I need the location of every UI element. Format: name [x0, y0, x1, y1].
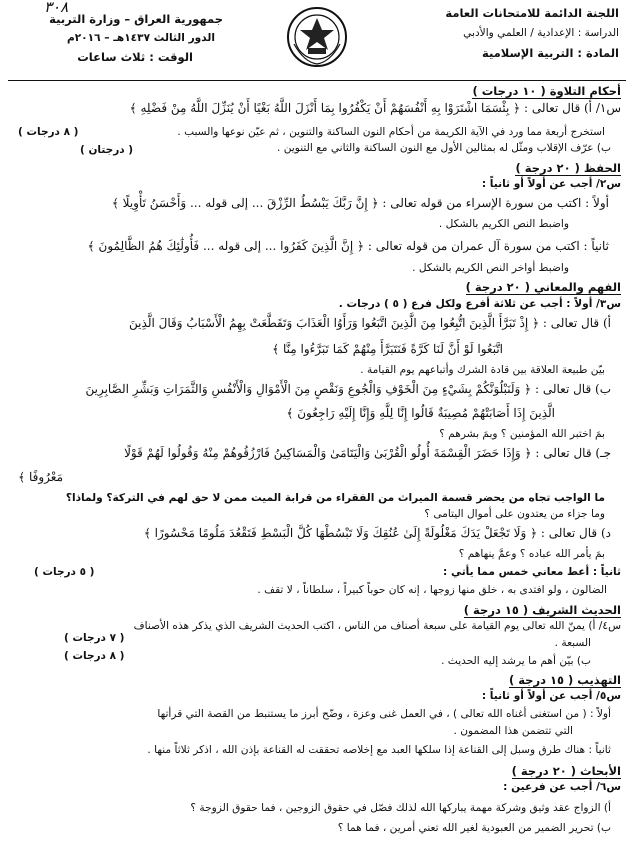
q3-b-verse-2: الَّذِينَ إِذَا أَصَابَتْهُمْ مُصِيبَةٌ قَالُوا إِنَّا لِلَّهِ وَإِنَّا إِلَيْهِ رَاجِعُونَ ﴾: [286, 406, 555, 420]
q3-d-question: بمَ يأمر الله عباده ؟ وعمَّ ينهاهم ؟: [458, 548, 605, 560]
q2-intro: س٢/ أجب عن أولاً أو ثانياً :: [481, 178, 621, 190]
q4-a-question: س٤/ أ) يمنّ الله تعالى يوم القيامة على سبعة أصناف من الناس ، اكتب الحديث الشريف الذي يذكر هذه الأصناف: [133, 620, 621, 632]
committee-title: اللجنة الدائمة للامتحانات العامة: [445, 6, 619, 20]
q3-intro: س٣/ أولاً : أجب عن ثلاثة أفرع ولكل فرع ( ٥ ) درجات .: [338, 298, 621, 310]
section-hadith-title: الحديث الشريف ( ١٥ درجة ): [463, 603, 621, 617]
country-title: جمهورية العراق – وزارة التربية: [49, 12, 223, 26]
q2-first-text: أولاً : اكتب من سورة الإسراء من قوله تعالى : ﴿ إِنَّ رَبَّكَ يَبْسُطُ الرِّزْقَ ... إلى قوله ... وَأَحْسَنُ تَأْوِيلًا ﴾: [111, 196, 609, 210]
ministry-emblem-icon: [284, 4, 350, 70]
q4-a-cont: السبعة .: [554, 637, 591, 649]
q3-second-marks: ( ٥ درجات ): [34, 566, 95, 578]
q1-a-instruction: استخرج أربعة مما ورد في الآية الكريمة من أحكام النون الساكنة والتنوين ، ثم عيّن نوعها والسبب .: [177, 126, 605, 138]
q6-a-question: أ) الزواج عقد وثيق وشركة مهمة يباركها الله لذلك فصّل في حقوق الزوجين ، فما حقوق الزوجة ؟: [190, 802, 611, 814]
study-line: الدراسة : الإعدادية / العلمي والأدبي: [463, 27, 619, 39]
q4-b-question: ب) بيّن أهم ما يرشد إليه الحديث .: [441, 655, 591, 667]
section-hifz-title: الحفظ ( ٢٠ درجة ): [515, 161, 621, 175]
q3-b-question: بمَ اختبر الله المؤمنين ؟ وبمَ بشرهم ؟: [439, 428, 605, 440]
handwritten-note: ٣٠٨: [44, 0, 69, 16]
q3-a-question: بيّن طبيعة العلاقة بين قادة الشرك وأتباعهم يوم القيامة .: [360, 364, 605, 376]
q3-b-verse-1: ب) قال تعالى : ﴿ وَلَنَبْلُوَنَّكُمْ بِشَيْءٍ مِنَ الْخَوْفِ وَالْجُوعِ وَنَقْصٍ مِنَ الْأَمْوَالِ وَالْأَنْفُسِ وَالثَّمَرَاتِ وَبَشِّرِ الصَّابِرِينَ: [85, 382, 611, 396]
q4-a-marks: ( ٧ درجات ): [64, 632, 125, 644]
q3-a-verse-1: أ) قال تعالى : ﴿ إِذْ تَبَرَّأَ الَّذِينَ اتُّبِعُوا مِنَ الَّذِينَ اتَّبَعُوا وَرَأَوُا الْعَذَابَ وَتَقَطَّعَتْ بِهِمُ الْأَسْبَابُ وَقَالَ الَّذِينَ: [129, 316, 611, 330]
section-fahm-title: الفهم والمعاني ( ٢٠ درجة ): [465, 280, 621, 294]
section-tilawa-title: أحكام التلاوة ( ١٠ درجات ): [472, 84, 621, 98]
q6-intro: س٦/ أجب عن فرعين :: [503, 781, 621, 793]
q3-c-verse-2: مَعْرُوفًا ﴾: [18, 470, 63, 484]
q5-first-text: أولاً : ( من استغنى أغناه الله تعالى ) ، في العمل غنى وعزة ، وضّح أبرز ما يستنبط من القصة التي قرأتها: [157, 708, 611, 720]
subject-line: المادة : التربية الإسلامية: [481, 46, 619, 60]
q1-b-question: ب) عرّف الإقلاب ومثّل له بمثالين الأول مع النون الساكنة والثاني مع التنوين .: [277, 142, 611, 154]
exam-time: الوقت : ثلاث ساعات: [77, 50, 193, 64]
section-tahdhib-title: التهذيب ( ١٥ درجة ): [508, 673, 621, 687]
q3-c-verse-1: جـ) قال تعالى : ﴿ وَإِذَا حَضَرَ الْقِسْمَةَ أُولُو الْقُرْبَىٰ وَالْيَتَامَىٰ وَالْمَسَاكِينُ فَارْزُقُوهُمْ مِنْهُ وَقُولُوا لَهُمْ قَوْلًا: [124, 446, 611, 460]
q1-b-marks: ( درجتان ): [80, 144, 134, 156]
q5-second-text: ثانياً : هناك طرق وسبل إلى القناعة إذا سلكها العبد مع إخلاصه تحققت له القناعة بإذن الله ، اذكر ثلاثاً منها .: [147, 744, 611, 756]
q3-second-words: الضالون ، ولو افتدى به ، خلق منها زوجها ، إنه كان حوباً كبيراً ، سلطاناً ، لا تقف .: [257, 584, 607, 596]
q4-b-marks: ( ٨ درجات ): [64, 650, 125, 662]
header-divider: [8, 80, 626, 81]
q5-first-cont: التي تتضمن هذا المضمون .: [453, 725, 573, 737]
exam-round: الدور الثالث ١٤٣٧هـ – ٢٠١٦م: [66, 32, 215, 44]
q3-c-question-1: ما الواجب تجاه من يحضر قسمة الميراث من الفقراء من قرابة الميت ممن لا حق لهم في التركة؟ ولماذا؟: [65, 492, 605, 504]
q2-second-text: ثانياً : اكتب من سورة آل عمران من قوله تعالى : ﴿ إِنَّ الَّذِينَ كَفَرُوا ... إلى قوله ... فَأُولَٰئِكَ هُمُ الظَّالِمُونَ ﴾: [87, 239, 609, 253]
q1-a-marks: ( ٨ درجات ): [18, 126, 79, 138]
q2-first-note: واضبط النص الكريم بالشكل .: [438, 218, 569, 230]
q1-a-verse: س١/ أ) قال تعالى : ﴿ بِئْسَمَا اشْتَرَوْا بِهِ أَنْفُسَهُمْ أَنْ يَكْفُرُوا بِمَا أَنْزَلَ اللَّهُ بَغْيًا أَنْ يُنَزِّلَ اللَّهُ مِنْ فَضْلِهِ ﴾: [129, 101, 621, 115]
q5-intro: س٥/ أجب عن أولاً أو ثانياً :: [481, 690, 621, 702]
q2-second-note: واضبط أواخر النص الكريم بالشكل .: [412, 262, 569, 274]
section-abhath-title: الأبحاث ( ٢٠ درجة ): [511, 764, 621, 778]
q3-d-verse: د) قال تعالى : ﴿ وَلَا تَجْعَلْ يَدَكَ مَغْلُولَةً إِلَىٰ عُنُقِكَ وَلَا تَبْسُطْهَا كُلَّ الْبَسْطِ فَتَقْعُدَ مَلُومًا مَحْسُورًا ﴾: [143, 526, 611, 540]
q3-c-question-2: وما جزاء من يعتدون على أموال اليتامى ؟: [424, 508, 605, 520]
q6-b-question: ب) تحرير الضمير من العبودية لغير الله تعني أمرين ، فما هما ؟: [337, 822, 611, 834]
q3-second-title: ثانياً : أعط معاني خمس مما يأتي :: [443, 566, 621, 578]
q3-a-verse-2: اتَّبَعُوا لَوْ أَنَّ لَنَا كَرَّةً فَنَتَبَرَّأَ مِنْهُمْ كَمَا تَبَرَّءُوا مِنَّا ﴾: [272, 342, 503, 356]
